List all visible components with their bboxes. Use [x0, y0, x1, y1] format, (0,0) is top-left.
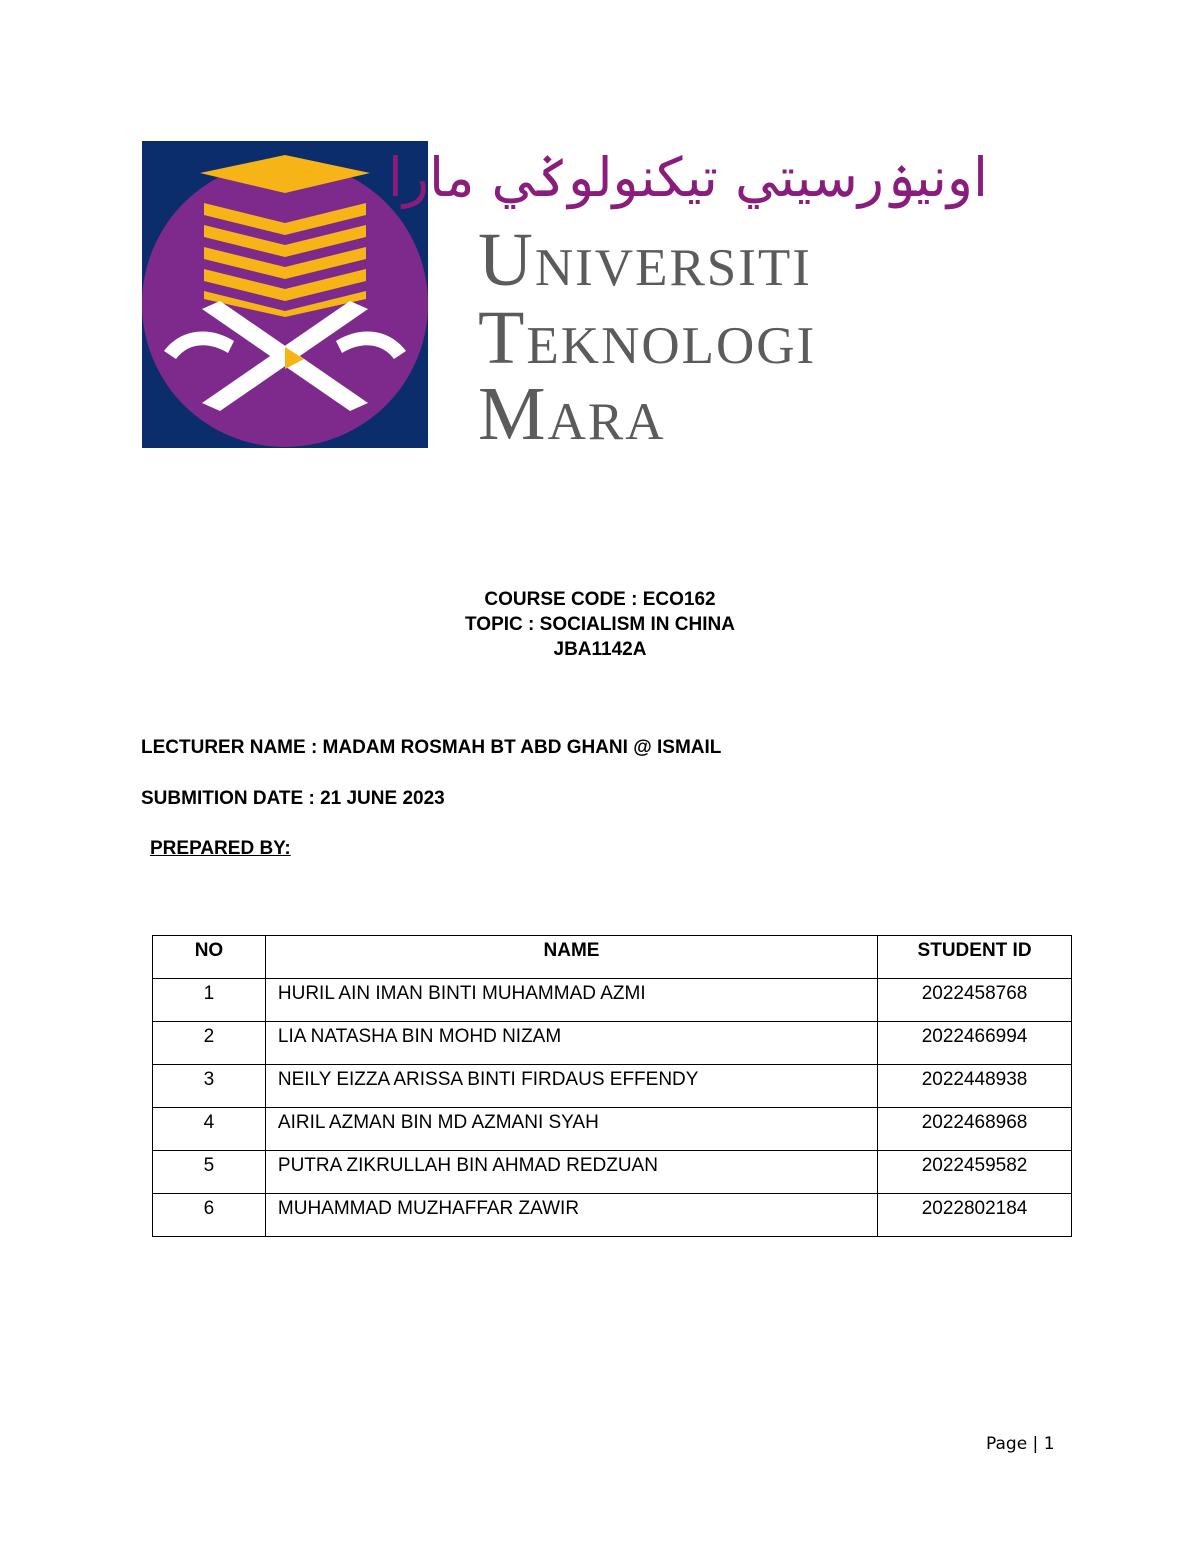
- table-row: [153, 979, 1072, 1022]
- cell-student-id: 2022448938: [878, 1065, 1072, 1108]
- header-no: NO: [153, 936, 266, 979]
- cell-student-id: 2022802184: [878, 1194, 1072, 1237]
- cell-student-id: 2022466994: [878, 1022, 1072, 1065]
- cell-name: HURIL AIN IMAN BINTI MUHAMMAD AZMI: [265, 979, 877, 1022]
- cell-name: NEILY EIZZA ARISSA BINTI FIRDAUS EFFENDY: [265, 1065, 877, 1108]
- course-code: COURSE CODE : ECO162: [484, 589, 716, 610]
- prepared-by-heading: PREPARED BY:: [150, 838, 291, 859]
- cell-no: 3: [153, 1065, 266, 1108]
- table-row: [153, 1022, 1072, 1065]
- topic: TOPIC : SOCIALISM IN CHINA: [465, 614, 735, 635]
- cell-no: 2: [153, 1022, 266, 1065]
- group-code: JBA1142A: [553, 639, 647, 660]
- table-row: [153, 1108, 1072, 1151]
- page-number: Page | 1: [986, 1434, 1055, 1454]
- logo-text-universiti: Universiti: [478, 218, 812, 302]
- cell-no: 1: [153, 979, 266, 1022]
- cell-student-id: 2022459582: [878, 1151, 1072, 1194]
- table-row: [153, 1194, 1072, 1237]
- submission-date: SUBMITION DATE : 21 JUNE 2023: [141, 788, 445, 809]
- uitm-emblem-logo: [142, 141, 428, 448]
- cell-student-id: 2022458768: [878, 979, 1072, 1022]
- cell-name: MUHAMMAD MUZHAFFAR ZAWIR: [265, 1194, 877, 1237]
- table-row: [153, 1151, 1072, 1194]
- cell-no: 4: [153, 1108, 266, 1151]
- cell-name: AIRIL AZMAN BIN MD AZMANI SYAH: [265, 1108, 877, 1151]
- cell-student-id: 2022468968: [878, 1108, 1072, 1151]
- logo-text-mara: Mara: [478, 372, 666, 456]
- cell-no: 6: [153, 1194, 266, 1237]
- cell-name: LIA NATASHA BIN MOHD NIZAM: [265, 1022, 877, 1065]
- cell-no: 5: [153, 1151, 266, 1194]
- header-name: NAME: [265, 936, 877, 979]
- header-student-id: STUDENT ID: [878, 936, 1072, 979]
- logo-jawi-script: اونيۏرسيتي تيكنولوݢي مارا: [387, 146, 988, 209]
- cell-name: PUTRA ZIKRULLAH BIN AHMAD REDZUAN: [265, 1151, 877, 1194]
- table-header-row: [153, 936, 1072, 979]
- lecturer-name: LECTURER NAME : MADAM ROSMAH BT ABD GHANI @ ISMAIL: [141, 737, 722, 758]
- logo-text-teknologi: Teknologi: [478, 296, 817, 380]
- table-row: [153, 1065, 1072, 1108]
- students-table: [152, 935, 1072, 1237]
